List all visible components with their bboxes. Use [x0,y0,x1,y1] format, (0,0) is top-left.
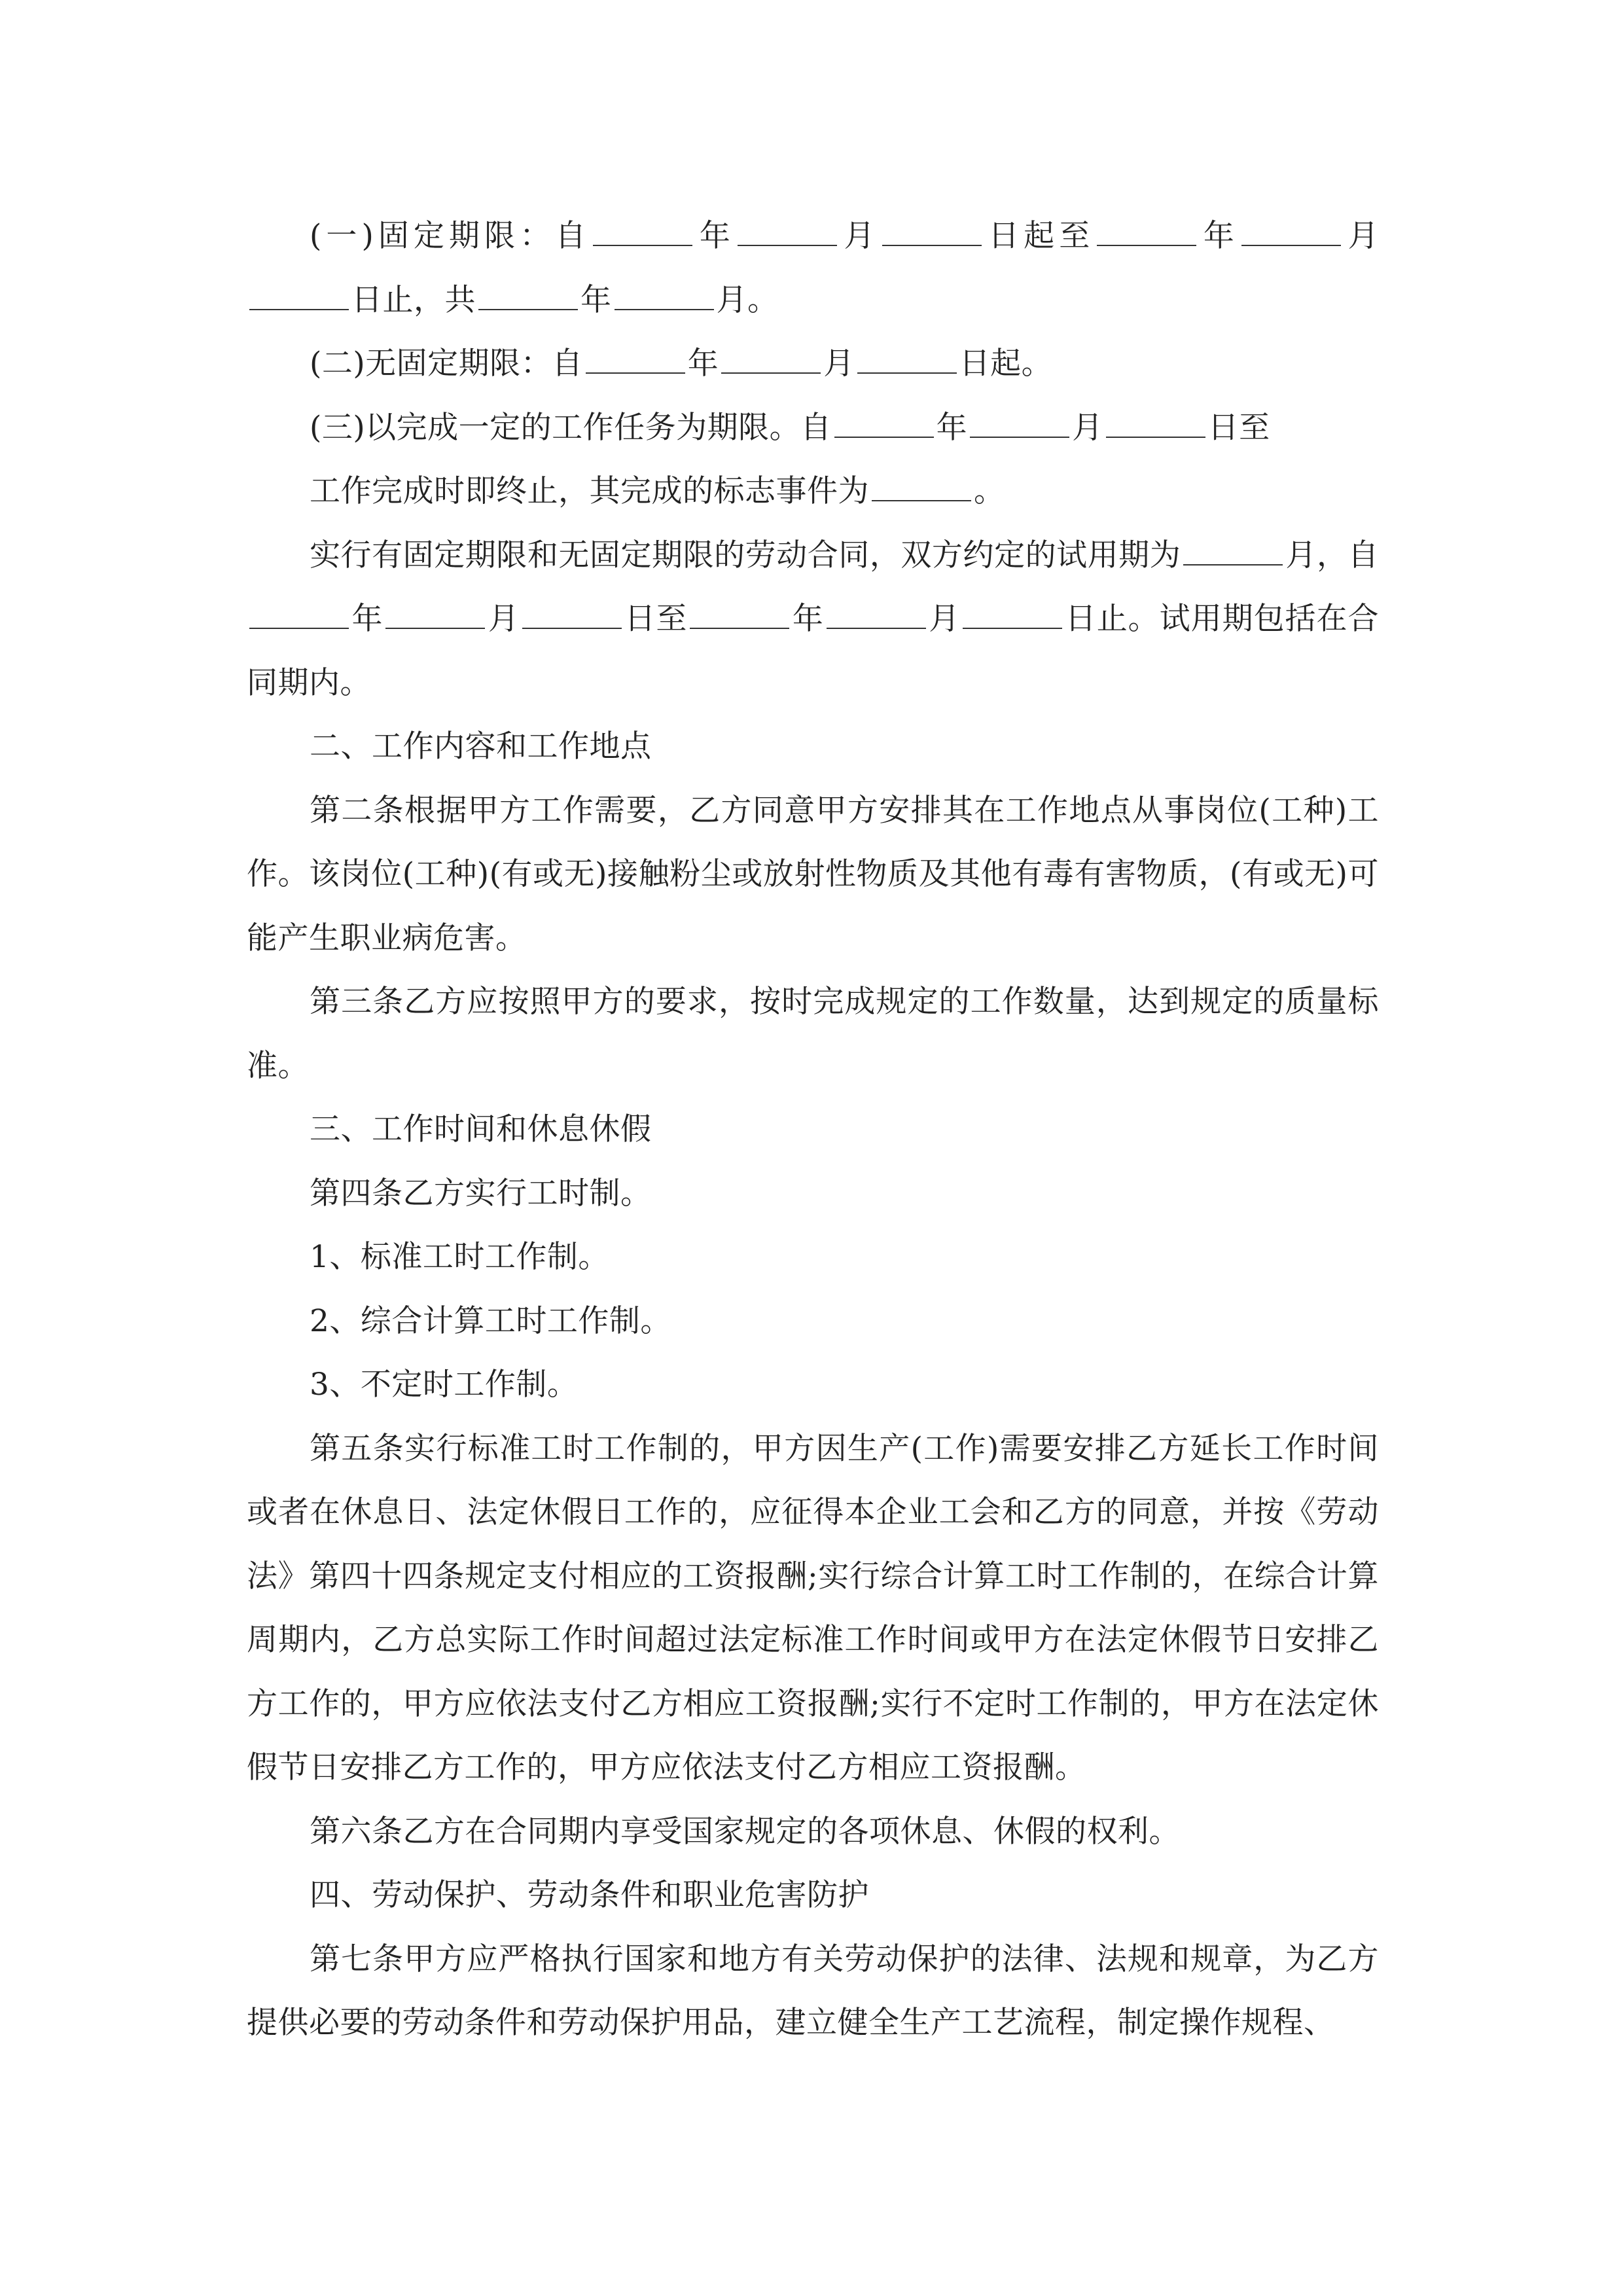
fill-in-blank[interactable] [615,283,714,310]
paragraph-text: (三)以完成一定的工作任务为期限。自 [310,409,832,446]
fill-in-blank[interactable] [593,219,692,246]
paragraph-text: 月 [1343,218,1380,254]
paragraph [247,970,1379,1098]
paragraph-text: 第七条甲方应严格执行国家和地方有关劳动保护的法律、法规和规章，为乙方提供必要的劳动条件和劳动保护用品，建立健全生产工艺流程，制定操作规程、 [247,1941,1379,2041]
paragraph-text: 月 [823,346,855,382]
paragraph-text: 年 [580,281,612,318]
paragraph-text: (一)固定期限：自 [310,218,591,254]
paragraph-text: 年 [695,218,735,254]
fill-in-blank[interactable] [1183,538,1283,565]
paragraph-text: 1、标准工时工作制。 [310,1239,609,1275]
fill-in-blank[interactable] [1241,219,1341,246]
paragraph-text: 年 [1199,218,1239,254]
paragraph-text: 3、不定时工作制。 [310,1367,579,1403]
fill-in-blank[interactable] [1106,410,1205,438]
document-page [247,204,1379,2055]
paragraph [247,1162,1379,1226]
fill-in-blank[interactable] [1097,219,1196,246]
fill-in-blank[interactable] [738,219,837,246]
paragraph [247,1863,1379,1928]
fill-in-blank[interactable] [478,283,578,310]
paragraph [247,204,1379,332]
paragraph-text: 年 [351,601,383,637]
paragraph [247,1928,1379,2055]
fill-in-blank[interactable] [385,601,485,629]
paragraph-text: 工作完成时即终止，其完成的标志事件为 [310,473,869,509]
fill-in-blank[interactable] [721,346,821,374]
paragraph-text: 月 [839,218,880,254]
fill-in-blank[interactable] [586,346,685,374]
paragraph [247,1098,1379,1162]
fill-in-blank[interactable] [970,410,1069,438]
paragraph [247,1417,1379,1800]
fill-in-blank[interactable] [857,346,957,374]
fill-in-blank[interactable] [882,219,982,246]
paragraph-text: 第四条乙方实行工时制。 [310,1175,652,1211]
paragraph-text: 年 [936,409,968,446]
paragraph [247,1225,1379,1289]
paragraph-text: 月。 [716,281,779,318]
fill-in-blank[interactable] [872,474,971,501]
paragraph-text: 第五条实行标准工时工作制的，甲方因生产(工作)需要安排乙方延长工作时间或者在休息日、法定休假日工作的，应征得本企业工会和乙方的同意，并按《劳动法》第四十四条规定支付相应的工资报酬;实行综合计算工时工作制的，在综合计算周期内，乙方总实际工作时间超过法定标准工作时间或甲方在法定休假节日安排乙方工作的，甲方应依法支付乙方相应工资报酬;实行不定时工作制的，甲方在法定休假节日安排乙方工作的，甲方应依法支付乙方相应工资报酬。 [247,1430,1379,1785]
paragraph [247,779,1379,971]
fill-in-blank[interactable] [963,601,1062,629]
paragraph [247,715,1379,779]
paragraph [247,1800,1379,1864]
paragraph [247,524,1379,715]
paragraph-text: 年 [687,346,719,382]
paragraph-text: 日起至 [984,218,1095,254]
paragraph-text: 二、工作内容和工作地点 [310,728,652,764]
paragraph-text: 年 [792,601,824,637]
paragraph-text: 三、工作时间和休息休假 [310,1111,652,1147]
paragraph-text: 日止，共 [351,281,476,318]
paragraph [247,459,1379,524]
fill-in-blank[interactable] [522,601,622,629]
fill-in-blank[interactable] [249,601,349,629]
paragraph-text: 日起。 [959,346,1053,382]
fill-in-blank[interactable] [827,601,926,629]
paragraph-text: 四、劳动保护、劳动条件和职业危害防护 [310,1877,869,1913]
paragraph-text: 日至 [624,601,688,637]
paragraph-text: 月 [488,601,520,637]
paragraph-text: 月 [928,601,961,637]
fill-in-blank[interactable] [834,410,934,438]
paragraph-text: 日至 [1207,409,1270,446]
paragraph-text: 第三条乙方应按照甲方的要求，按时完成规定的工作数量，达到规定的质量标准。 [247,984,1379,1084]
paragraph-text: (二)无固定期限：自 [310,346,583,382]
paragraph [247,332,1379,396]
fill-in-blank[interactable] [249,283,349,310]
paragraph [247,1353,1379,1417]
fill-in-blank[interactable] [690,601,789,629]
paragraph-text: 。 [974,473,1005,509]
paragraph-text: 月，自 [1285,537,1380,573]
paragraph-text: 月 [1072,409,1103,446]
paragraph-text: 第二条根据甲方工作需要，乙方同意甲方安排其在工作地点从事岗位(工种)工作。该岗位(工种)(有或无)接触粉尘或放射性物质及其他有毒有害物质，(有或无)可能产生职业病危害。 [247,792,1379,956]
paragraph-text: 第六条乙方在合同期内享受国家规定的各项休息、休假的权利。 [310,1813,1180,1850]
paragraph-text: 实行有固定期限和无固定期限的劳动合同，双方约定的试用期为 [310,537,1181,573]
paragraph [247,396,1379,460]
paragraph [247,1289,1379,1354]
paragraph-text: 2、综合计算工时工作制。 [310,1302,671,1339]
paragraph-text: 日止。试用期包括在合同期内。 [247,601,1380,701]
